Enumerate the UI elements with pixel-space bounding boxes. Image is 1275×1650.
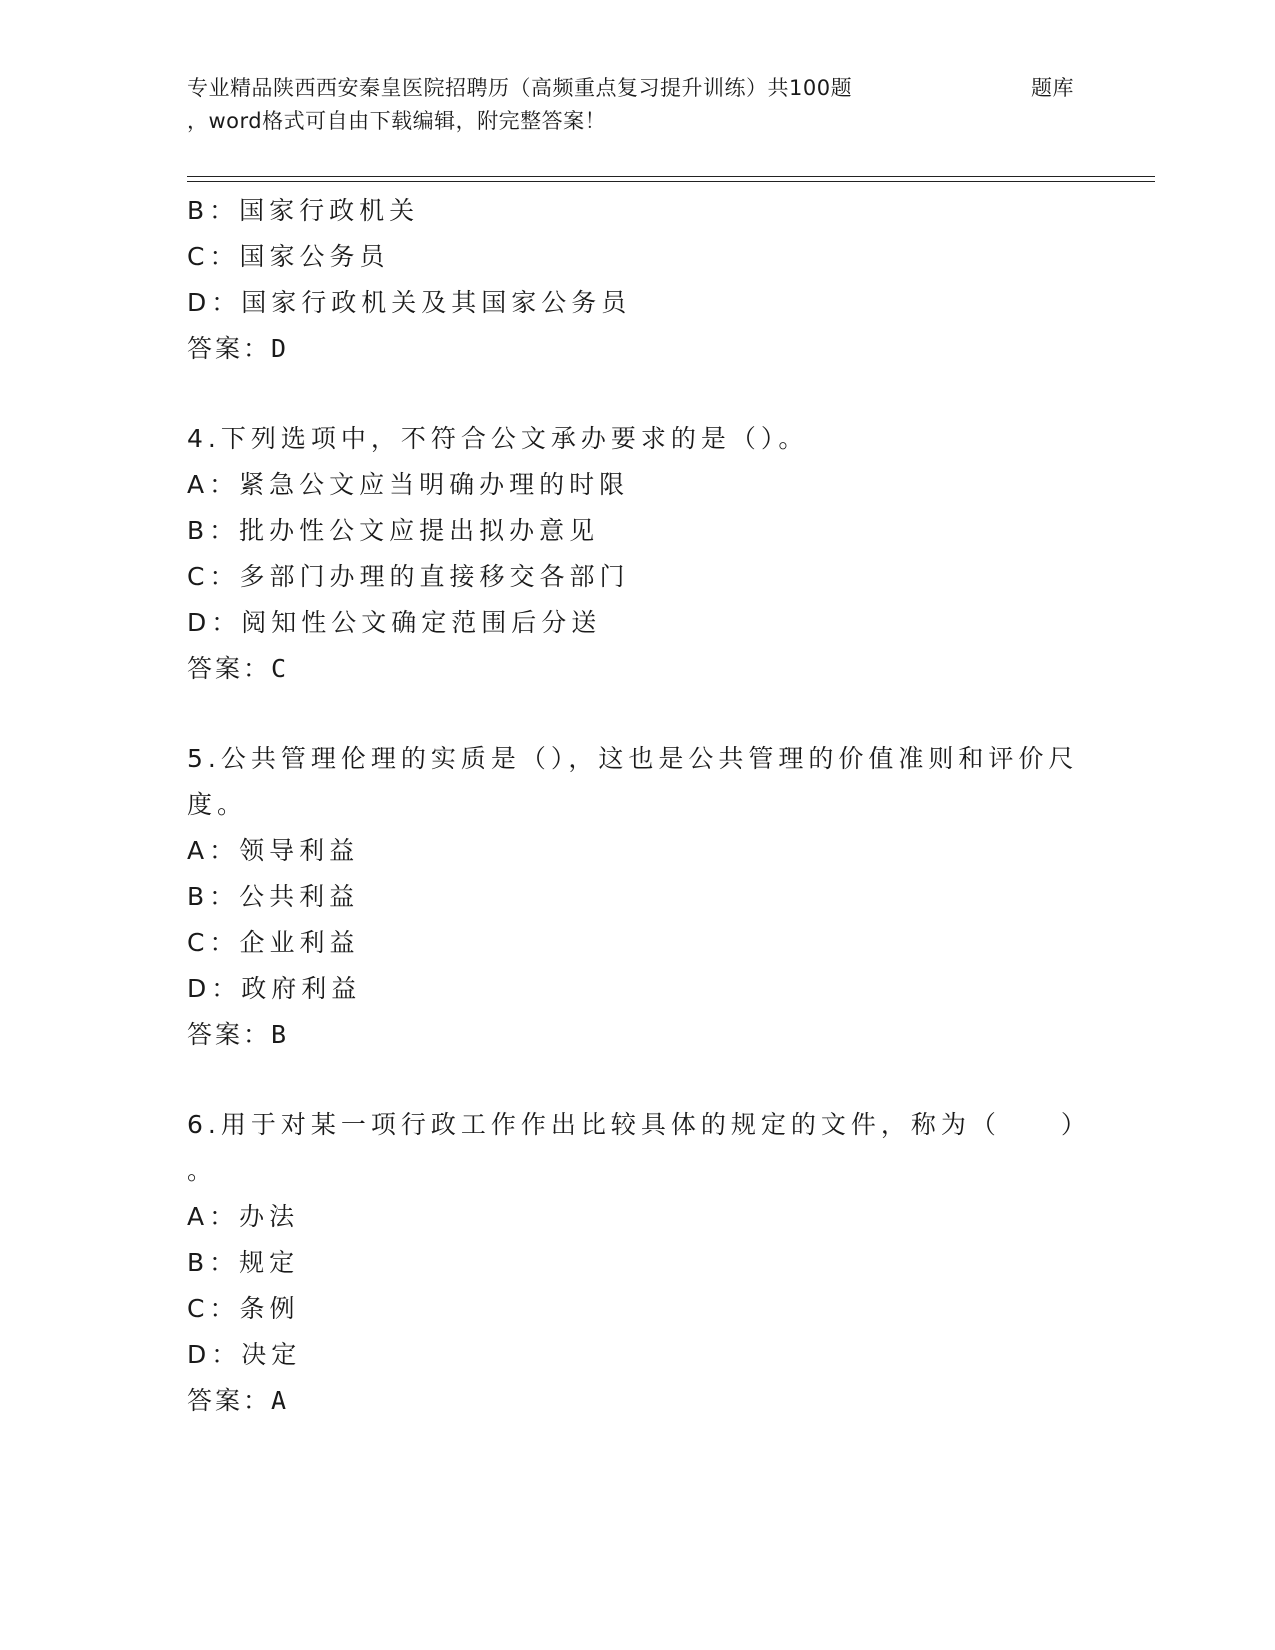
header-title-line xyxy=(187,72,1147,105)
option-b: B：规定 xyxy=(187,1248,300,1277)
option-a: A：办法 xyxy=(187,1202,300,1231)
question-block xyxy=(187,188,1067,372)
answer-line xyxy=(187,1012,1067,1058)
question-stem: 5.公共管理伦理的实质是（），这也是公共管理的价值准则和评价尺 xyxy=(187,744,1079,773)
header-divider xyxy=(187,176,1155,182)
option-c: C：条例 xyxy=(187,1294,300,1323)
option-d: D：政府利益 xyxy=(187,974,362,1003)
header-title: 专业精品陕西西安秦皇医院招聘历（高频重点复习提升训练）共100题 xyxy=(187,76,853,100)
answer-label: 答案： xyxy=(187,1020,272,1049)
header-subtitle: ，word格式可自由下载编辑，附完整答案！ xyxy=(187,109,607,133)
option-b: B：公共利益 xyxy=(187,882,360,911)
answer-line xyxy=(187,646,1067,692)
question-block xyxy=(187,736,1079,1058)
answer-value: A xyxy=(271,1386,288,1415)
answer-label: 答案： xyxy=(187,1386,272,1415)
answer-value: D xyxy=(271,334,288,363)
option-c: C：国家公务员 xyxy=(187,242,390,271)
question-stem: 6.用于对某一项行政工作作出比较具体的规定的文件，称为（ ） xyxy=(187,1110,1091,1139)
question-block xyxy=(187,416,1067,692)
option-a: A：紧急公文应当明确办理的时限 xyxy=(187,470,630,499)
option-a: A：领导利益 xyxy=(187,836,360,865)
option-d: D：阅知性公文确定范围后分送 xyxy=(187,608,602,637)
document-header xyxy=(187,72,1147,138)
option-c: C：企业利益 xyxy=(187,928,360,957)
header-tag: 题库 xyxy=(1031,76,1074,100)
option-b: B：批办性公文应提出拟办意见 xyxy=(187,516,600,545)
option-d: D：国家行政机关及其国家公务员 xyxy=(187,288,632,317)
question-stem-continuation: 。 xyxy=(187,1156,218,1185)
option-d: D：决定 xyxy=(187,1340,302,1369)
option-c: C：多部门办理的直接移交各部门 xyxy=(187,562,630,591)
option-b: B：国家行政机关 xyxy=(187,196,420,225)
answer-line xyxy=(187,326,1067,372)
answer-line xyxy=(187,1378,1067,1424)
question-stem: 4.下列选项中，不符合公文承办要求的是（）。 xyxy=(187,424,809,453)
answer-label: 答案： xyxy=(187,654,272,683)
answer-value: C xyxy=(271,654,288,683)
question-stem-continuation: 度。 xyxy=(187,790,248,819)
question-list xyxy=(187,188,1091,1468)
answer-value: B xyxy=(271,1020,288,1049)
answer-label: 答案： xyxy=(187,334,272,363)
question-block xyxy=(187,1102,1091,1424)
